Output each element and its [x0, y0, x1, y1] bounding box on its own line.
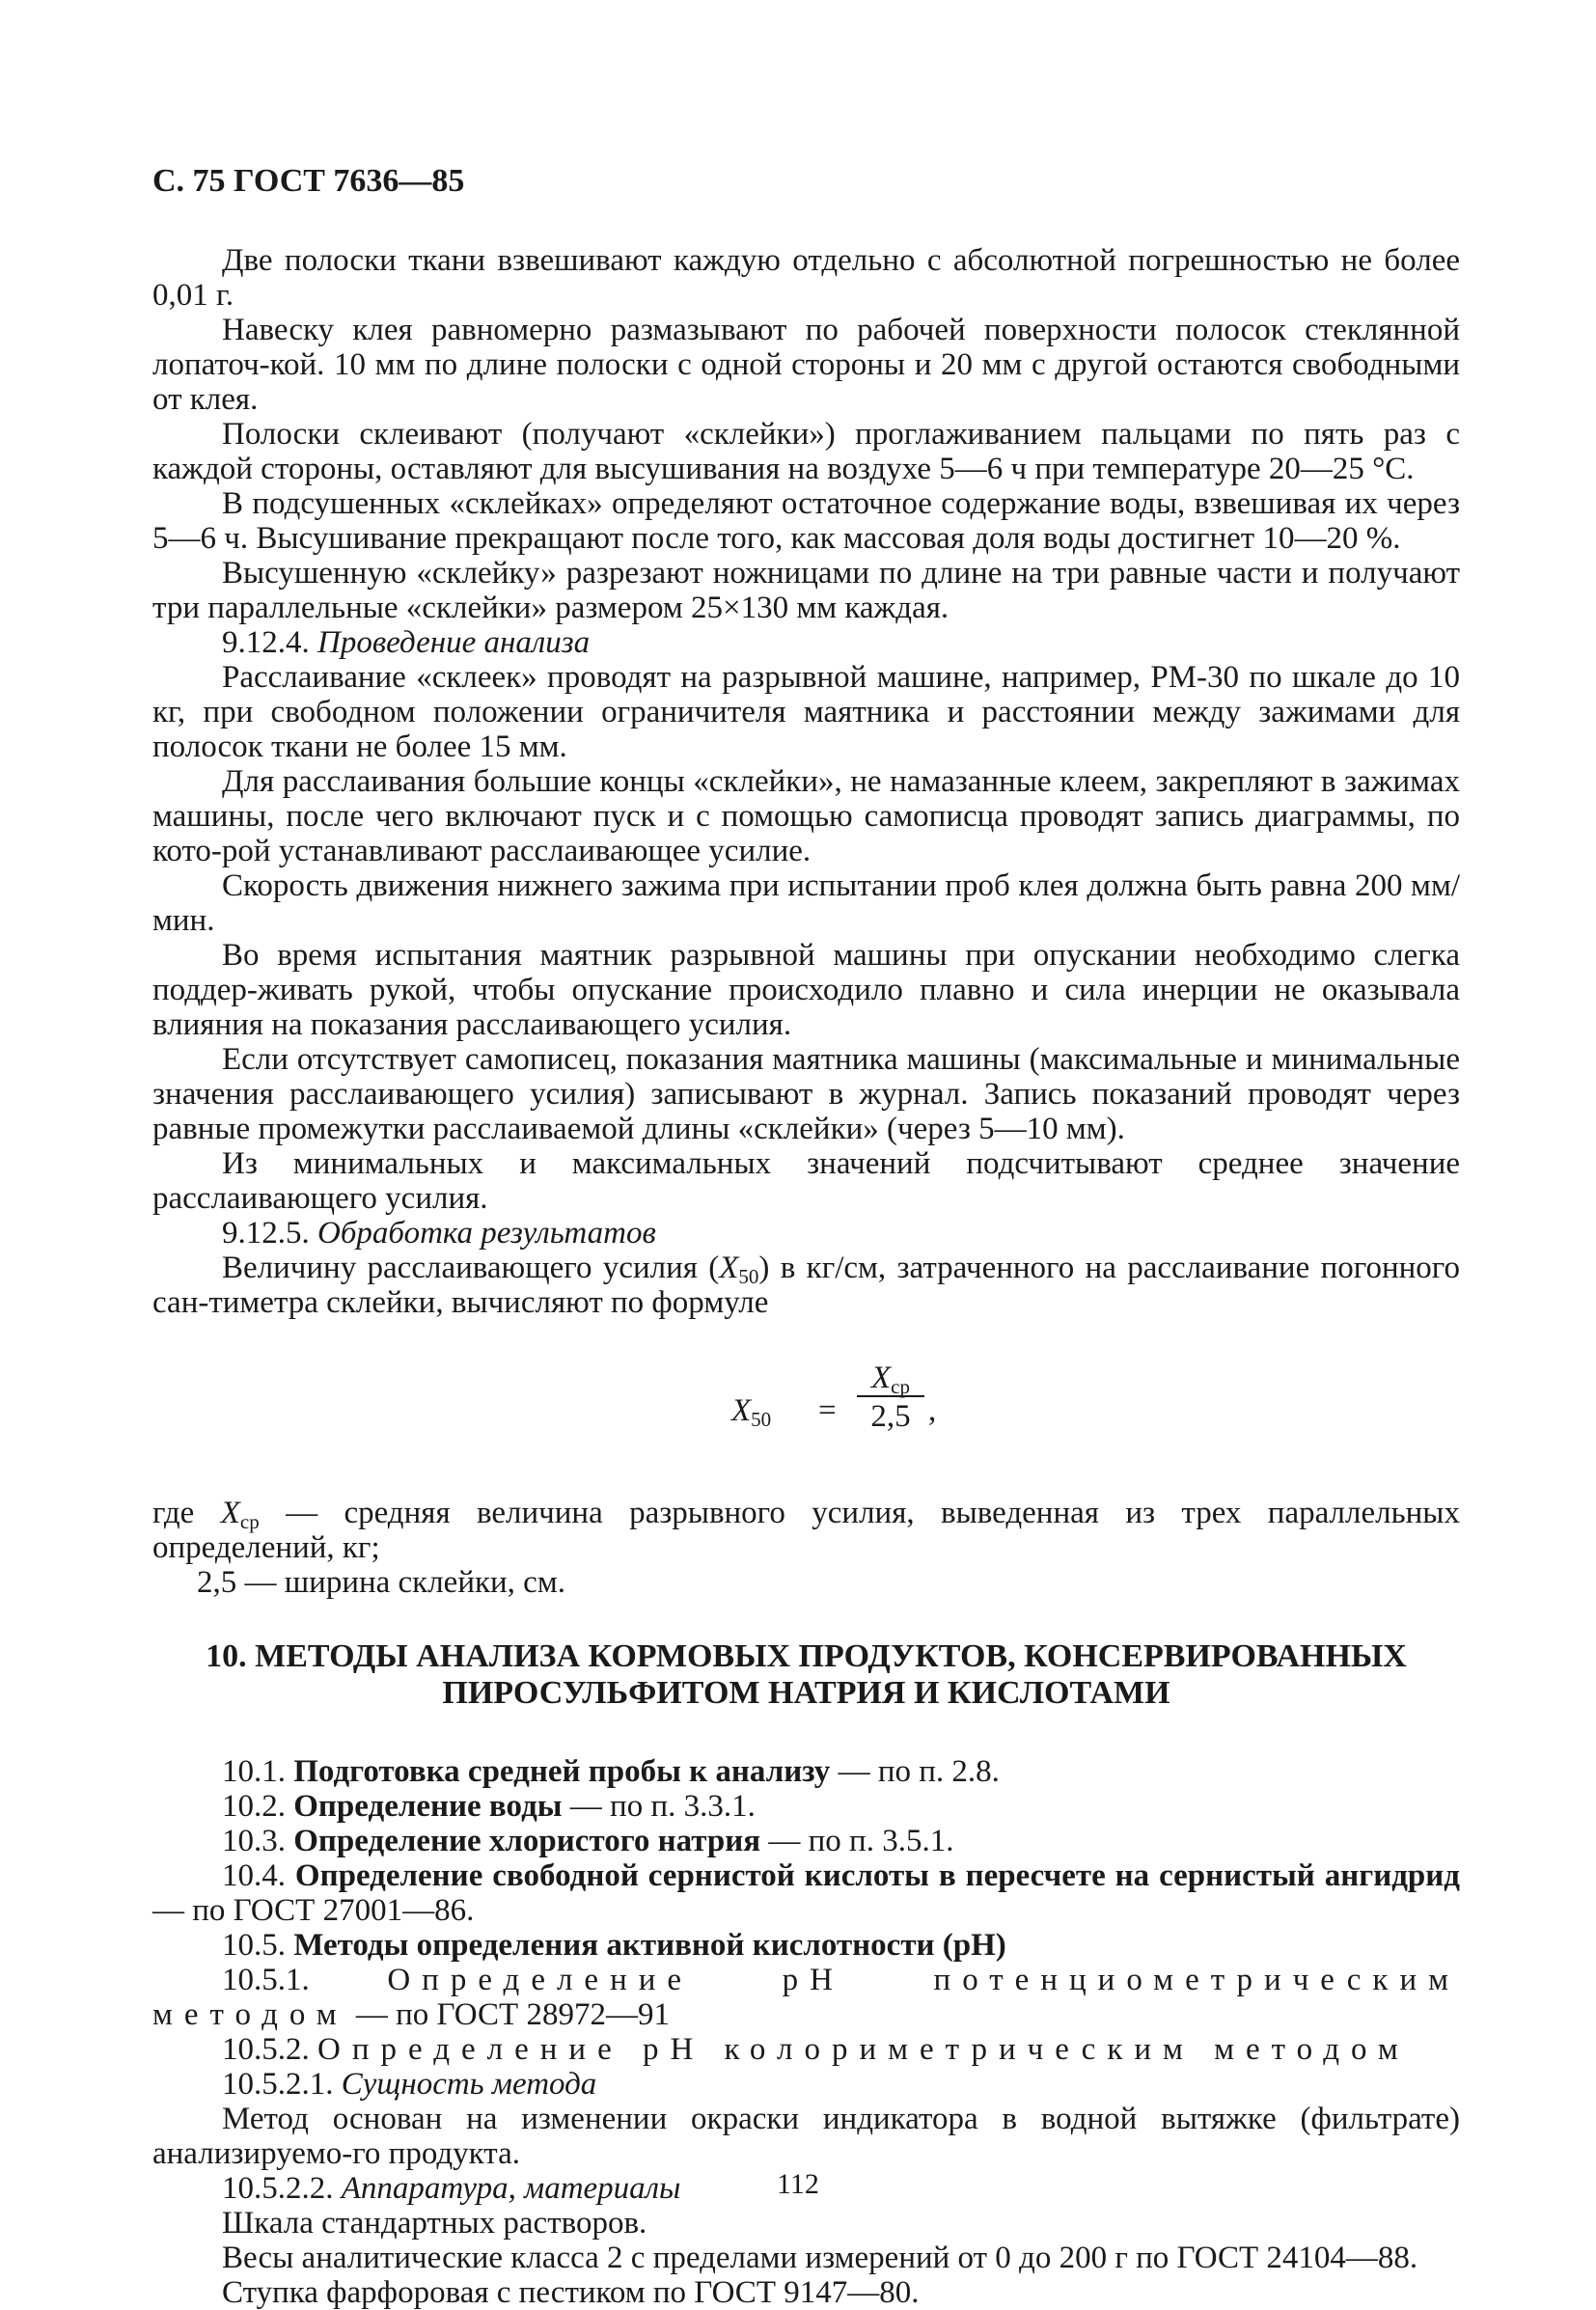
subsection-title: Обработка результатов	[317, 1216, 656, 1251]
paragraph: Скорость движения нижнего зажима при испытании проб клея должна быть равна 200 мм/мин.	[152, 868, 1460, 938]
formula-comma: ,	[928, 1393, 937, 1428]
subsection-heading-9-12-4	[152, 625, 1460, 660]
materials-item: Шкала стандартных растворов.	[222, 2206, 647, 2241]
section-10-title	[152, 1638, 1460, 1712]
document-body	[152, 243, 1460, 2310]
subsection-heading-9-12-5	[152, 1216, 1460, 1251]
section-title-line: ПИРОСУЛЬФИТОМ НАТРИЯ И КИСЛОТАМИ	[442, 1675, 1170, 1711]
paragraph: Для расслаивания большие концы «склейки», не намазанные клеем, закрепляют в зажимах машины, после чего включают пуск и с помощью самописца проводят запись диаграммы, по кото-рой устанавливают расслаивающее усилие.	[152, 764, 1460, 868]
subsection-title: Проведение анализа	[317, 625, 591, 660]
item-10-3: 10.3. Определение хлористого натрия — по п. 3.5.1.	[222, 1824, 954, 1858]
paragraph: Метод основан на изменении окраски индикатора в водной вытяжке (фильтрате) анализируемо-го продукта.	[152, 2102, 1460, 2171]
paragraph: Навеску клея равномерно размазывают по рабочей поверхности полосок стеклянной лопаточ-кой. 10 мм по длине полоски с одной стороны и 20 мм с другой остаются свободными от клея.	[152, 313, 1460, 417]
item-10-2: 10.2. Определение воды — по п. 3.3.1.	[222, 1789, 756, 1824]
paragraph: Расслаивание «склеек» проводят на разрывной машине, например, РМ-30 по шкале до 10 кг, при свободном положении ограничителя маятника и расстоянии между зажимами для полосок ткани не более 15 мм.	[152, 660, 1460, 764]
materials-item: Весы аналитические класса 2 с пределами измерений от 0 до 200 г по ГОСТ 24104—88.	[222, 2241, 1418, 2275]
running-header: С. 75 ГОСТ 7636—85	[152, 163, 465, 199]
formula-definition: 2,5 — ширина склейки, см.	[197, 1565, 565, 1600]
subsection-number: 9.12.4.	[222, 625, 310, 660]
formula-where-clause: где $X_{ср}$ — средняя величина разрывного усилия, выведенная из трех параллельных определений, кг;	[152, 1496, 1460, 1565]
item-10-4: 10.4. Определение свободной сернистой кислоты в пересчете на сернистый ангидрид — по ГОСТ 27001—86.	[152, 1858, 1460, 1928]
spaced-heading: Определение рН потенциометрическим методом	[152, 1963, 1460, 2032]
materials-item: Ступка фарфоровая с пестиком по ГОСТ 9147—80.	[222, 2275, 920, 2310]
page-number: 112	[777, 2168, 819, 2200]
item-10-5-2: 10.5.2. Определение рН колориметрическим методом	[222, 2032, 1410, 2067]
formula-equals: =	[818, 1393, 837, 1428]
item-10-5: 10.5. Методы определения активной кислотности (рН)	[222, 1928, 1006, 1963]
subsection-number: 9.12.5.	[222, 1216, 310, 1251]
paragraph: Во время испытания маятник разрывной машины при опускании необходимо слегка поддер-живать рукой, чтобы опускание происходило плавно и сила инерции не оказывала влияния на показания расслаивающего усилия.	[152, 938, 1460, 1042]
item-10-5-1: 10.5.1. Определение рН потенциометрическим методом — по ГОСТ 28972—91	[152, 1963, 1460, 2032]
formula-lhs: $X_{50}$	[731, 1393, 772, 1431]
variable-x: X	[719, 1251, 739, 1285]
spaced-heading: Определение рН колориметрическим методом	[317, 2032, 1410, 2067]
section-title-line: 10. МЕТОДЫ АНАЛИЗА КОРМОВЫХ ПРОДУКТОВ, КОНСЕРВИРОВАННЫХ	[206, 1638, 1407, 1674]
formula-denominator: 2,5	[870, 1399, 911, 1434]
item-10-5-2-1: 10.5.2.1. Сущность метода	[222, 2067, 597, 2102]
item-10-1: 10.1. Подготовка средней пробы к анализу — по п. 2.8.	[222, 1754, 1000, 1789]
paragraph: Высушенную «склейку» разрезают ножницами по длине на три равные части и получают три параллельные «склейки» размером 25×130 мм каждая.	[152, 556, 1460, 625]
formula-fraction	[857, 1361, 924, 1434]
paragraph: Две полоски ткани взвешивают каждую отдельно с абсолютной погрешностью не более 0,01 г.	[152, 243, 1460, 313]
paragraph: В подсушенных «склейках» определяют остаточное содержание воды, взвешивая их через 5—6 ч. Высушивание прекращают после того, как массовая доля воды достигнет 10—20 %.	[152, 486, 1460, 556]
paragraph: Полоски склеивают (получают «склейки») проглаживанием пальцами по пять раз с каждой стороны, оставляют для высушивания на воздухе 5—6 ч при температуре 20—25 °С.	[152, 417, 1460, 486]
paragraph: Из минимальных и максимальных значений подсчитывают среднее значение расслаивающего усилия.	[152, 1146, 1460, 1216]
formula-x50	[152, 1355, 1460, 1482]
paragraph-formula-intro: Величину расслаивающего усилия $(X_{50})$ в кг/см, затраченного на расслаивание погонного сан-тиметра склейки, вычисляют по формуле	[152, 1251, 1460, 1320]
paragraph: Если отсутствует самописец, показания маятника машины (максимальные и минимальные значения расслаивающего усилия) записывают в журнал. Запись показаний проводят через равные промежутки расслаиваемой длины «склейки» (через 5—10 мм).	[152, 1042, 1460, 1146]
formula-numerator: $X_{ср}$	[871, 1361, 910, 1398]
item-10-5-2-2: 10.5.2.2. Аппаратура, материалы	[222, 2171, 681, 2206]
